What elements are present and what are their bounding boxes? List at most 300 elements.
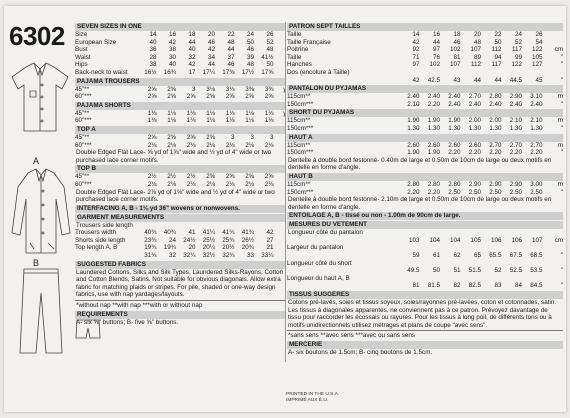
row-values [137, 229, 285, 237]
row-value: 2.50 [530, 188, 543, 196]
row-unit [274, 252, 286, 260]
row-values [399, 267, 563, 275]
row-value: 84 [514, 282, 522, 290]
row-value: 54 [535, 38, 543, 46]
row-value: 20½ [222, 244, 235, 252]
row-value: 17 [188, 68, 196, 76]
row-value: 50 [494, 38, 502, 46]
row-value: 17¼ [202, 68, 215, 76]
row-value: 84.5 [530, 282, 543, 290]
row-value [481, 260, 502, 268]
row-value: 103 [408, 236, 420, 244]
row-label: Largeur du pantalon [287, 244, 344, 252]
row-value: 3⅛ [225, 85, 235, 93]
row-unit: " [560, 100, 563, 108]
measurement-row [287, 69, 563, 77]
print-footer [286, 392, 339, 403]
row-value: 20 [207, 31, 215, 38]
measurement-row [287, 117, 563, 125]
row-value [440, 275, 461, 283]
row-value: 81.5 [427, 282, 440, 290]
row-values [399, 39, 563, 47]
row-unit: m [557, 141, 563, 149]
fabrics-text: Laundered Cottons, Silks and Silk Types, Laundered Silks-Rayons, Cotton and Cotton Blends, Satins. Not suitable for obvious diagonals. Allow extra fabric for matching plaids or stripes. For pile, shaded or one-way design fabrics, use with nap yardages/layouts. [76, 268, 284, 299]
row-value: 106 [511, 236, 522, 244]
row-values [399, 77, 563, 85]
row-value: 37 [227, 53, 235, 61]
row-value: 2.60 [448, 141, 461, 149]
row-value [399, 244, 420, 252]
row-value: 17⅜ [222, 68, 235, 76]
row-value: 32 [168, 252, 176, 260]
row-value: 41¼ [202, 229, 215, 237]
row-unit [543, 31, 564, 39]
row-value: 2⅛ [225, 180, 235, 188]
row-value: 2.70 [489, 141, 502, 149]
row-value: 1.90 [448, 117, 461, 125]
row-value: 46 [227, 61, 235, 69]
measurement-row [75, 93, 285, 101]
row-unit [543, 260, 564, 268]
row-value [481, 244, 502, 252]
row-value: 25¾ [222, 236, 235, 244]
row-value: 22 [494, 31, 502, 38]
row-value: 46 [246, 46, 254, 54]
row-unit: " [560, 149, 563, 157]
row-value: 2⅛ [147, 180, 157, 188]
row-value: 107 [531, 236, 543, 244]
row-value: 48 [246, 61, 254, 69]
row-value: 127 [531, 61, 543, 69]
row-value [399, 275, 420, 283]
row-value: 81 [412, 282, 420, 290]
row-value: 2.90 [489, 180, 502, 188]
measurement-row [75, 181, 285, 189]
row-label: 45"** [75, 173, 90, 181]
row-value: 2⅝ [245, 173, 254, 181]
row-value: 41 [188, 229, 196, 237]
row-value: 1⅛ [225, 117, 235, 125]
row-value: 82.5 [468, 282, 481, 290]
measurement-row [287, 125, 563, 133]
row-values [399, 181, 563, 189]
row-value: 2.40 [468, 100, 481, 108]
row-value [461, 275, 482, 283]
section-heading: HAUT A [287, 134, 563, 142]
row-value: 3⅜ [264, 85, 274, 93]
requirements-text: A- six ⅝" buttons; B- five ⅝" buttons. [76, 318, 179, 326]
sizes-heading: PATRON SEPT TAILLES [287, 23, 563, 31]
section-note: Dentelle à double bord festonné- 0.40m de large et 0.50m de 10cm de large ou deux motifs en dentelle en forme d'angle. [288, 156, 552, 172]
row-value: 76 [432, 53, 440, 61]
row-value: 43 [453, 76, 461, 84]
measurement-row [287, 61, 563, 69]
row-values [399, 244, 563, 252]
row-value: 2⅛ [264, 180, 274, 188]
row-label: Taille [287, 31, 302, 38]
row-value: 2.20 [489, 149, 502, 157]
row-unit [274, 229, 286, 237]
row-value: 1⅛ [245, 117, 254, 125]
row-value: 2⅝ [167, 93, 176, 101]
row-value: 2.90 [509, 180, 522, 188]
row-values [399, 237, 563, 245]
row-value: 2.70 [468, 93, 481, 101]
row-label: 60"*** [75, 93, 92, 101]
row-value: 2.40 [427, 93, 440, 101]
measurement-row [287, 93, 563, 101]
row-values [137, 244, 285, 252]
section-note: Dentelle à double bord festonné- 2.10m de large et 0.50m de 10cm de large ou deux motifs en dentelle en forme d'angle. [288, 196, 552, 211]
row-value: 51 [453, 267, 461, 275]
measurement-row [287, 142, 563, 150]
row-value [522, 260, 543, 268]
row-value: 2.60 [468, 141, 481, 149]
row-value: 41½ [261, 53, 274, 61]
row-value: 48 [227, 38, 235, 46]
row-value: 2⅝ [245, 93, 254, 101]
row-label: 115cm** [287, 93, 311, 101]
row-label: Taille Française [287, 38, 331, 46]
row-values [399, 93, 563, 101]
row-value: 3 [230, 133, 235, 141]
section-heading: PAJAMA TROUSERS [75, 78, 285, 86]
row-value: 2½ [167, 173, 176, 181]
row-value: 89 [473, 53, 481, 61]
row-value: 1⅛ [264, 117, 274, 125]
requirements-heading: REQUIREMENTS [75, 311, 285, 319]
row-value: 40 [188, 46, 196, 54]
row-value: 3.00 [530, 180, 543, 188]
measurement-row [287, 189, 563, 197]
measurement-row [75, 69, 285, 77]
row-unit [274, 244, 286, 252]
row-values [137, 54, 285, 62]
measurement-row [287, 181, 563, 189]
row-values [137, 117, 285, 125]
row-label: 115cm** [287, 141, 311, 149]
row-value: 24 [168, 236, 176, 244]
measurement-row [75, 110, 285, 118]
row-value: 41¾ [222, 229, 235, 237]
row-value [502, 260, 523, 268]
row-value: 102 [449, 46, 461, 54]
row-values [399, 260, 563, 268]
row-value: 3.10 [530, 93, 543, 101]
row-value: 3⅛ [206, 85, 215, 93]
row-label [287, 267, 377, 275]
row-unit [274, 110, 286, 118]
measurement-row [75, 229, 285, 237]
row-unit [274, 69, 286, 77]
row-value: 2⅛ [186, 141, 196, 149]
row-value: 22 [227, 31, 235, 38]
row-value: 67.5 [509, 252, 522, 260]
row-value: 2.50 [468, 188, 481, 196]
row-value: 2⅝ [147, 93, 157, 101]
row-label: 150cm*** [287, 124, 314, 132]
row-values [137, 31, 285, 39]
row-value: 2.60 [407, 141, 420, 149]
row-value: 24 [246, 31, 254, 38]
row-value [502, 244, 523, 252]
row-value: 2½ [147, 173, 157, 181]
row-value: 2.10 [530, 117, 543, 125]
section-heading: PANTALON DU PYJAMAS [287, 85, 563, 93]
row-value: 2⅛ [167, 141, 176, 149]
row-value: 23¾ [144, 236, 157, 244]
row-value: 44 [207, 61, 215, 69]
row-label: 150cm*** [287, 188, 314, 196]
measurement-row [75, 61, 285, 69]
row-unit: m [557, 93, 563, 101]
row-value: 3⅜ [245, 85, 254, 93]
row-value [440, 69, 461, 77]
row-values [399, 46, 563, 54]
trousers-sketch [20, 269, 62, 353]
row-value: 65.5 [489, 252, 502, 260]
row-value [502, 275, 523, 283]
row-value [461, 244, 482, 252]
row-unit: m [557, 117, 563, 125]
column-divider [285, 22, 286, 362]
row-value: 94 [494, 53, 502, 61]
row-unit [543, 275, 564, 283]
pattern-number: 6302 [9, 21, 65, 51]
row-value: 50 [246, 38, 254, 46]
row-value: 2.40 [530, 100, 543, 108]
row-unit: " [560, 76, 563, 84]
row-unit [274, 93, 286, 101]
row-value: 51.5 [468, 267, 481, 275]
row-label [287, 282, 377, 290]
row-value: 97 [432, 46, 440, 54]
row-value: 2.80 [427, 180, 440, 188]
row-unit [274, 181, 286, 189]
row-value: 2.20 [448, 149, 461, 157]
row-value: 68.5 [530, 252, 543, 260]
row-value: 1⅛ [147, 117, 157, 125]
row-value: 2.10 [407, 100, 420, 108]
row-value: 2⅝ [167, 85, 176, 93]
row-label: European Size [75, 38, 117, 46]
row-value: 14 [412, 31, 420, 38]
row-unit [543, 244, 564, 252]
row-value: 2.90 [509, 93, 522, 101]
row-value: 2⅛ [206, 180, 215, 188]
row-values [137, 237, 285, 245]
row-label: 150cm*** [287, 149, 314, 157]
row-unit: " [560, 124, 563, 132]
row-value: 2.40 [489, 100, 502, 108]
row-value: 2.40 [407, 93, 420, 101]
row-value: 2.20 [427, 100, 440, 108]
row-value: 46 [453, 38, 461, 46]
row-value: 122 [511, 61, 522, 69]
row-unit [274, 134, 286, 142]
row-unit [274, 31, 286, 39]
row-value: 44 [227, 46, 235, 54]
row-value: 112 [491, 46, 502, 54]
row-value: 1.90 [407, 149, 420, 157]
row-value: 2⅝ [186, 93, 196, 101]
row-value: 1⅛ [264, 109, 274, 117]
measurement-row [75, 237, 285, 245]
row-value [522, 69, 543, 77]
section-heading: TOP B [75, 165, 285, 173]
divider-line [75, 300, 285, 301]
row-values [137, 181, 285, 189]
row-value [522, 244, 543, 252]
row-value: 14 [149, 31, 157, 38]
measurement-row [287, 237, 563, 245]
row-value: 1⅛ [245, 109, 254, 117]
row-label: Poitrine [287, 46, 309, 54]
row-value: 21 [266, 244, 274, 252]
row-value: 24½ [183, 236, 196, 244]
row-label: Size [75, 31, 88, 38]
row-values [137, 173, 285, 181]
row-value: 41¾ [241, 229, 254, 237]
garment-subheading: Longueur côté du pantalon [288, 229, 363, 237]
row-value: 2½ [186, 173, 196, 181]
row-value: 2.80 [407, 180, 420, 188]
row-label [287, 252, 377, 260]
row-label: 60"*** [75, 117, 92, 125]
measurement-row [75, 134, 285, 142]
row-unit [274, 54, 286, 62]
row-value: 42 [207, 46, 215, 54]
row-unit: " [560, 188, 563, 196]
row-value: 40 [149, 38, 157, 46]
measurement-row [287, 244, 563, 252]
interfacing-heading: ENTOILAGE A, B - tissé ou non - 1.00m de 90cm de large. [287, 212, 563, 220]
row-value [461, 69, 482, 77]
divider-line [287, 330, 563, 331]
row-value: 1⅛ [147, 109, 157, 117]
row-values [399, 61, 563, 69]
row-values [137, 46, 285, 54]
row-value: 2.90 [468, 180, 481, 188]
row-value: 2⅝ [264, 173, 274, 181]
row-value: 30 [168, 53, 176, 61]
row-unit: " [560, 267, 563, 275]
row-value: 1.90 [427, 149, 440, 157]
row-values [399, 142, 563, 150]
row-label: 115cm** [287, 117, 311, 125]
row-value: 102 [429, 61, 440, 69]
row-value: 1.30 [530, 124, 543, 132]
row-value: 2⅝ [264, 93, 274, 101]
row-label [287, 77, 377, 85]
row-value: 2⅝ [147, 85, 157, 93]
row-value: 1.30 [509, 124, 522, 132]
view-label-b: B [33, 258, 40, 268]
measurement-row [287, 149, 563, 157]
row-value: 44 [494, 76, 502, 84]
row-value [481, 69, 502, 77]
measurement-row [287, 39, 563, 47]
row-value: 44 [188, 38, 196, 46]
row-values [137, 39, 285, 47]
row-value: 32¼ [183, 252, 196, 260]
row-value: 3 [269, 133, 274, 141]
row-values [399, 69, 563, 77]
row-value: 32½ [202, 252, 215, 260]
row-label: Trousers width [75, 229, 117, 237]
requirements-text: A- six boutons de 1.5cm; B- cinq boutons de 1.5cm. [288, 349, 433, 356]
row-unit: cm [554, 46, 563, 54]
nap-note: *without nap **with nap ***with or without nap [76, 302, 203, 310]
row-value: 2.10 [509, 117, 522, 125]
row-value: 20 [473, 31, 481, 38]
row-value: 38 [149, 61, 157, 69]
row-value: 44.5 [509, 76, 522, 84]
row-value [420, 260, 441, 268]
row-value: 52.5 [509, 267, 522, 275]
row-value: 2.40 [448, 93, 461, 101]
row-value: 39 [246, 53, 254, 61]
row-value: 1.30 [407, 124, 420, 132]
row-value: 1⅛ [186, 109, 196, 117]
row-value: 1.30 [468, 124, 481, 132]
section-heading: SHORT DU PYJAMAS [287, 109, 563, 117]
row-value: 81 [453, 53, 461, 61]
row-value: 2⅛ [186, 180, 196, 188]
row-values [137, 69, 285, 77]
row-value: 32¾ [222, 252, 235, 260]
row-value: 26½ [241, 236, 254, 244]
row-value: 104 [449, 236, 461, 244]
row-value: 2.80 [448, 180, 461, 188]
measurement-row [75, 54, 285, 62]
row-value: 49.5 [407, 267, 420, 275]
row-value: 3 [191, 85, 196, 93]
row-unit: " [560, 282, 563, 290]
measurement-row [75, 39, 285, 47]
row-value: 18 [188, 31, 196, 38]
row-value: 99 [514, 53, 522, 61]
row-value: 2.00 [468, 117, 481, 125]
row-label: 45"** [75, 85, 90, 93]
measurement-row [287, 54, 563, 62]
interfacing-heading: INTERFACING A, B - 1⅛ yd 36" wovens or nonwovens. [75, 205, 285, 213]
row-label: Top length A, B [75, 244, 118, 252]
row-value: 16 [432, 31, 440, 38]
row-value: 2⅛ [147, 141, 157, 149]
row-value: 34 [207, 53, 215, 61]
row-values [137, 110, 285, 118]
row-value: 33 [246, 252, 254, 260]
garment-illustrations [4, 55, 76, 365]
row-value: 50 [266, 61, 274, 69]
row-value: 106 [490, 236, 502, 244]
fabrics-heading: TISSUS SUGGERES [287, 291, 563, 299]
row-value: 97 [412, 61, 420, 69]
row-value: 1.90 [427, 117, 440, 125]
row-value: 44 [432, 38, 440, 46]
row-value: 38 [168, 46, 176, 54]
row-value: 2.80 [489, 93, 502, 101]
row-label: Waist [75, 53, 91, 61]
row-value: 27 [266, 236, 274, 244]
row-value: 62 [453, 252, 461, 260]
row-value: 107 [449, 61, 461, 69]
row-value: 40¾ [163, 229, 176, 237]
row-unit [274, 173, 286, 181]
row-value: 32 [188, 53, 196, 61]
row-value [420, 275, 441, 283]
